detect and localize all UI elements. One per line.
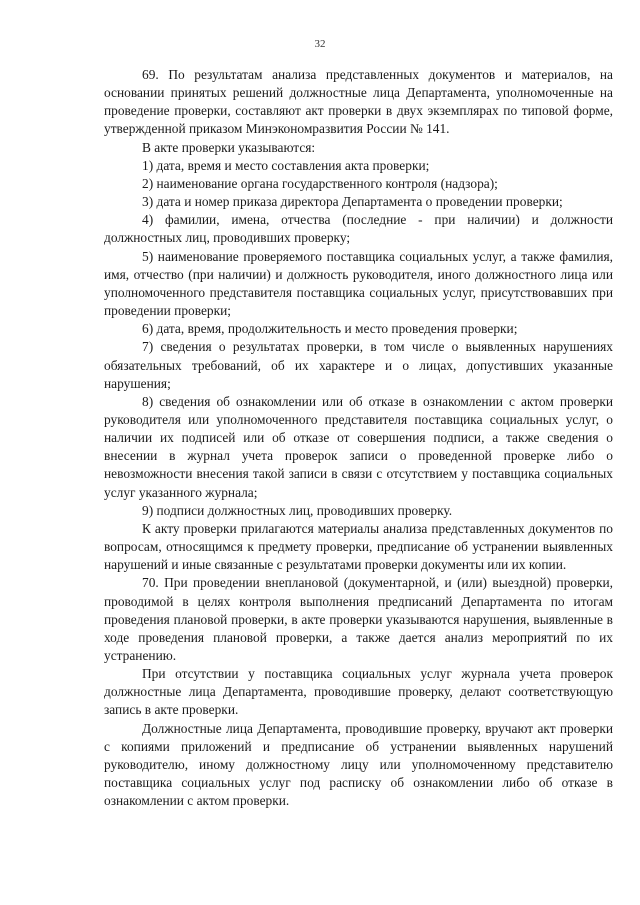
paragraph-act-contents-intro: В акте проверки указываются: bbox=[142, 139, 316, 155]
paragraph-no-journal: При отсутствии у поставщика социальных услуг журнала учета проверок должностные лица Департамента, проводившие проверку, делают соответствующую запись в акте проверки. bbox=[104, 666, 613, 718]
page-number: 32 bbox=[314, 38, 326, 50]
list-item-6: 6) дата, время, продолжительность и место проведения проверки; bbox=[142, 321, 518, 337]
list-item-4: 4) фамилии, имена, отчества (последние - при наличии) и должности должностных лиц, проводивших проверку; bbox=[104, 212, 613, 246]
list-item-8: 8) сведения об ознакомлении или об отказе в ознакомлении с актом проверки руководителя или уполномоченного представителя поставщика социальных услуг, о наличии их подписей или об отказе от совершения подписи, а также сведения о внесении в журнал учета проверок записи о проведенной проверке либо о невозможности внесения такой записи в связи с отсутствием у поставщика социальных услуг указанного журнала; bbox=[104, 393, 613, 500]
list-item-5: 5) наименование проверяемого поставщика социальных услуг, а также фамилия, имя, отчество (при наличии) и должность руководителя, иного должностного лица или уполномоченного представителя поставщика социальных услуг, присутствовавших при проведении проверки; bbox=[104, 248, 613, 319]
page-body bbox=[104, 66, 613, 810]
list-item-1: 1) дата, время и место составления акта проверки; bbox=[142, 157, 430, 173]
paragraph-attachments: К акту проверки прилагаются материалы анализа представленных документов по вопросам, относящимся к предмету проверки, предписание об устранении выявленных нарушений и иные связанные с результатами проверки документы или их копии. bbox=[104, 520, 613, 573]
list-item-3: 3) дата и номер приказа директора Департамента о проведении проверки; bbox=[142, 194, 563, 210]
paragraph-70: 70. При проведении внеплановой (документарной, и (или) выездной) проверки, проводимой в целях контроля выполнения предписаний Департамента по итогам проведения плановой проверки, в акте проверки указываются нарушения, выявленные в ходе проведения плановой проверки, а также дается анализ мероприятий по их устранению. bbox=[104, 575, 613, 663]
paragraph-handover: Должностные лица Департамента, проводившие проверку, вручают акт проверки с копиями приложений и предписание об устранении выявленных нарушений руководителю, иному должностному лицу или уполномоченному представителю поставщика социальных услуг под расписку об ознакомлении либо об отказе в ознакомлении с актом проверки. bbox=[104, 720, 613, 809]
list-item-7: 7) сведения о результатах проверки, в том числе о выявленных нарушениях обязательных требований, об их характере и о лицах, допустивших указанные нарушения; bbox=[104, 339, 613, 391]
paragraph-69: 69. По результатам анализа представленных документов и материалов, на основании принятых решений должностные лица Департамента, уполномоченные на проведение проверки, составляют акт проверки в двух экземплярах по типовой форме, утвержденной приказом Минэкономразвития России № 141. bbox=[104, 67, 613, 137]
list-item-2: 2) наименование органа государственного контроля (надзора); bbox=[142, 175, 498, 191]
list-item-9: 9) подписи должностных лиц, проводивших проверку. bbox=[142, 502, 453, 518]
